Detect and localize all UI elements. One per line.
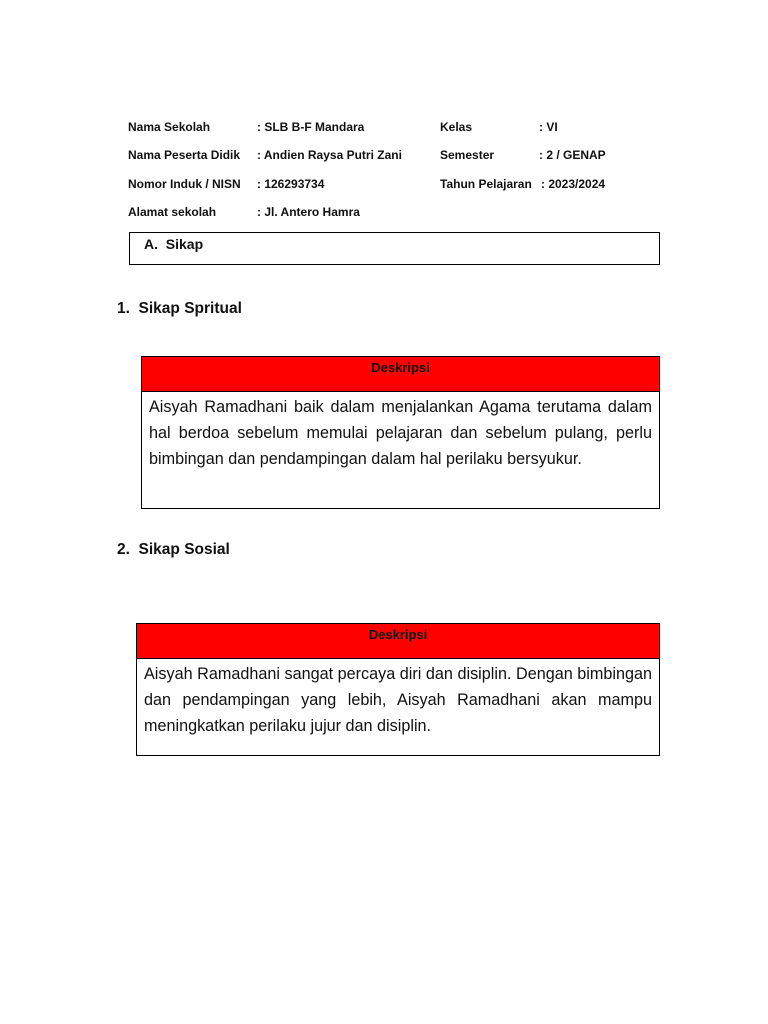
spiritual-description-table [141,356,660,509]
semester-value: : 2 / GENAP [539,148,606,162]
class-label: Kelas [440,120,473,134]
school-value: : SLB B-F Mandara [257,120,365,134]
year-label: Tahun Pelajaran [440,177,532,191]
nisn-value: : 126293734 [257,177,325,191]
address-label: Alamat sekolah [128,205,217,219]
student-value: : Andien Raysa Putri Zani [257,148,402,162]
address-value: : Jl. Antero Hamra [257,205,360,219]
social-heading: 2. Sikap Sosial [117,541,230,558]
section-sikap-box [129,232,660,265]
social-description-text: Aisyah Ramadhani sangat percaya diri dan disiplin. Dengan bimbingan dan pendampingan yang lebih, Aisyah Ramadhani akan mampu meningkatkan perilaku jujur dan disiplin. [144,665,652,735]
section-title: A. Sikap [144,236,204,252]
spiritual-description-text: Aisyah Ramadhani baik dalam menjalankan Agama terutama dalam hal berdoa sebelum memulai pelajaran dan sebelum pulang, perlu bimbingan dan pendampingan dalam hal perilaku bersyukur. [149,398,652,468]
year-value: : 2023/2024 [541,177,606,191]
school-label: Nama Sekolah [128,120,211,134]
semester-label: Semester [440,148,495,162]
nisn-label: Nomor Induk / NISN [128,177,241,191]
spiritual-heading: 1. Sikap Spritual [117,300,242,317]
social-description-header: Deskripsi [137,624,659,659]
class-value: : VI [539,120,558,134]
social-description-table [136,623,660,756]
spiritual-description-header: Deskripsi [142,357,659,392]
student-label: Nama Peserta Didik [128,148,241,162]
